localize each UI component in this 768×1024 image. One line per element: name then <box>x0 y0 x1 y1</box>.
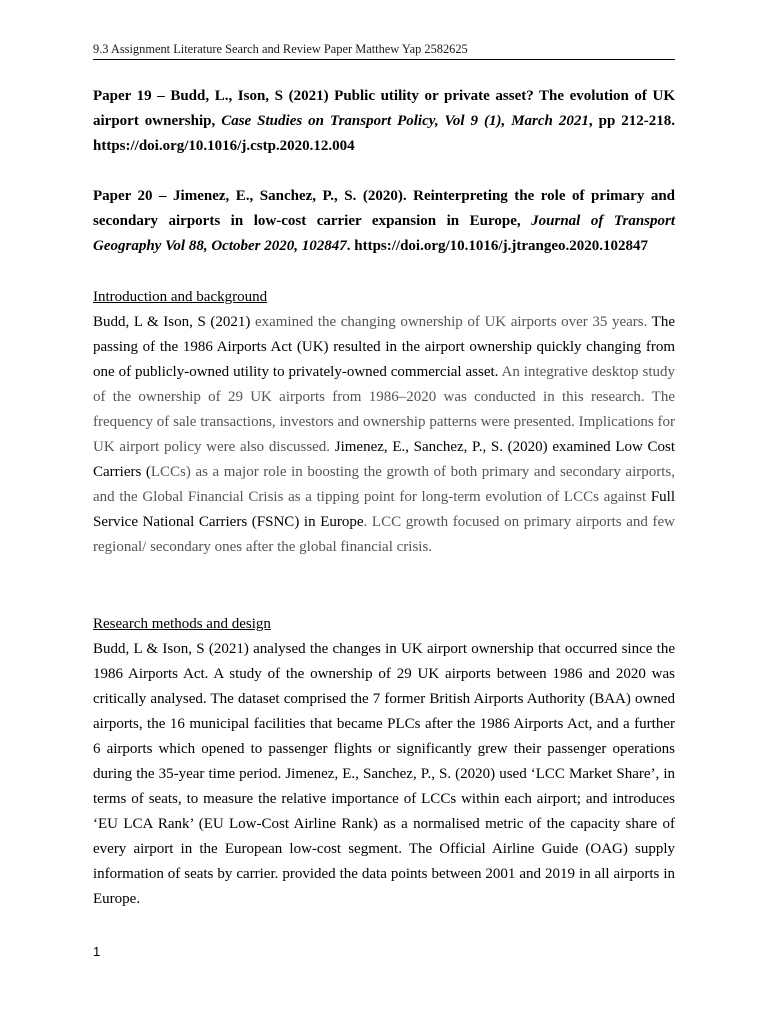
intro-text-5: . LCC growth focused on primary airports and few regional/ secondary ones after the global financial crisis. <box>93 514 675 555</box>
reference-20-journal: Journal of Transport Geography Vol 88, October 2020, 102847 <box>93 213 675 254</box>
reference-paper-19 <box>93 84 675 159</box>
reference-20-lead: Paper 20 – Jimenez, E., Sanchez, P., S. (2020). Reinterpreting the role of primary and secondary airports in low-cost carrier expansion in Europe, <box>93 188 675 229</box>
section-heading-methods: Research methods and design <box>93 616 271 632</box>
intro-text-3: An integrative desktop study of the ownership of 29 UK airports from 1986–2020 was conducted in this research. The frequency of sale transactions, investors and ownership patterns were presented. Implications for UK airport policy were also discussed. <box>93 364 675 455</box>
intro-citation-jimenez: Jimenez, E., Sanchez, P., S. (2020) examined Low Cost Carriers ( <box>93 439 675 480</box>
reference-paper-20 <box>93 184 675 259</box>
intro-text-fsnc: Full Service National Carriers (FSNC) in Europe <box>93 489 675 530</box>
section-research-methods <box>93 612 675 912</box>
intro-text-2: The passing of the 1986 Airports Act (UK) resulted in the airport ownership quickly changing from one of publicly-owned utility to privately-owned commercial asset. <box>93 314 675 380</box>
reference-20-tail: . https://doi.org/10.1016/j.jtrangeo.2020.102847 <box>346 238 648 254</box>
reference-19-tail: , pp 212-218. https://doi.org/10.1016/j.cstp.2020.12.004 <box>93 113 675 154</box>
methods-paragraph: Budd, L & Ison, S (2021) analysed the changes in UK airport ownership that occurred since the 1986 Airports Act. A study of the ownership of 29 UK airports between 1986 and 2020 was critically analysed. The dataset comprised the 7 former British Airports Authority (BAA) owned airports, the 16 municipal facilities that became PLCs after the 1986 Airports Act, and a further 6 airports which opened to passenger flights or significantly grew their passenger operations during the 35-year time period. Jimenez, E., Sanchez, P., S. (2020) used ‘LCC Market Share’, in terms of seats, to measure the relative importance of LCCs within each airport; and introduces ‘EU LCA Rank’ (EU Low-Cost Airline Rank) as a normalised metric of the capacity share of every airport in the European low-cost segment. The Official Airline Guide (OAG) supply information of seats by carrier. provided the data points between 2001 and 2019 in all airports in Europe. <box>93 641 675 907</box>
intro-citation-budd: Budd, L & Ison, S (2021) <box>93 314 255 330</box>
reference-19-journal: Case Studies on Transport Policy, Vol 9 (1), March 2021 <box>221 113 589 129</box>
running-header: 9.3 Assignment Literature Search and Review Paper Matthew Yap 2582625 <box>93 41 675 60</box>
intro-text-4: LCCs) as a major role in boosting the growth of both primary and secondary airports, and the Global Financial Crisis as a tipping point for long-term evolution of LCCs against <box>93 464 675 505</box>
section-heading-introduction: Introduction and background <box>93 289 268 305</box>
introduction-paragraph <box>93 310 675 560</box>
page-number: 1 <box>93 944 101 959</box>
intro-text-1: examined the changing ownership of UK airports over 35 years. <box>254 314 652 330</box>
reference-19-lead: Paper 19 – Budd, L., Ison, S (2021) Public utility or private asset? The evolution of UK airport ownership, <box>93 88 675 129</box>
section-introduction <box>93 285 675 560</box>
